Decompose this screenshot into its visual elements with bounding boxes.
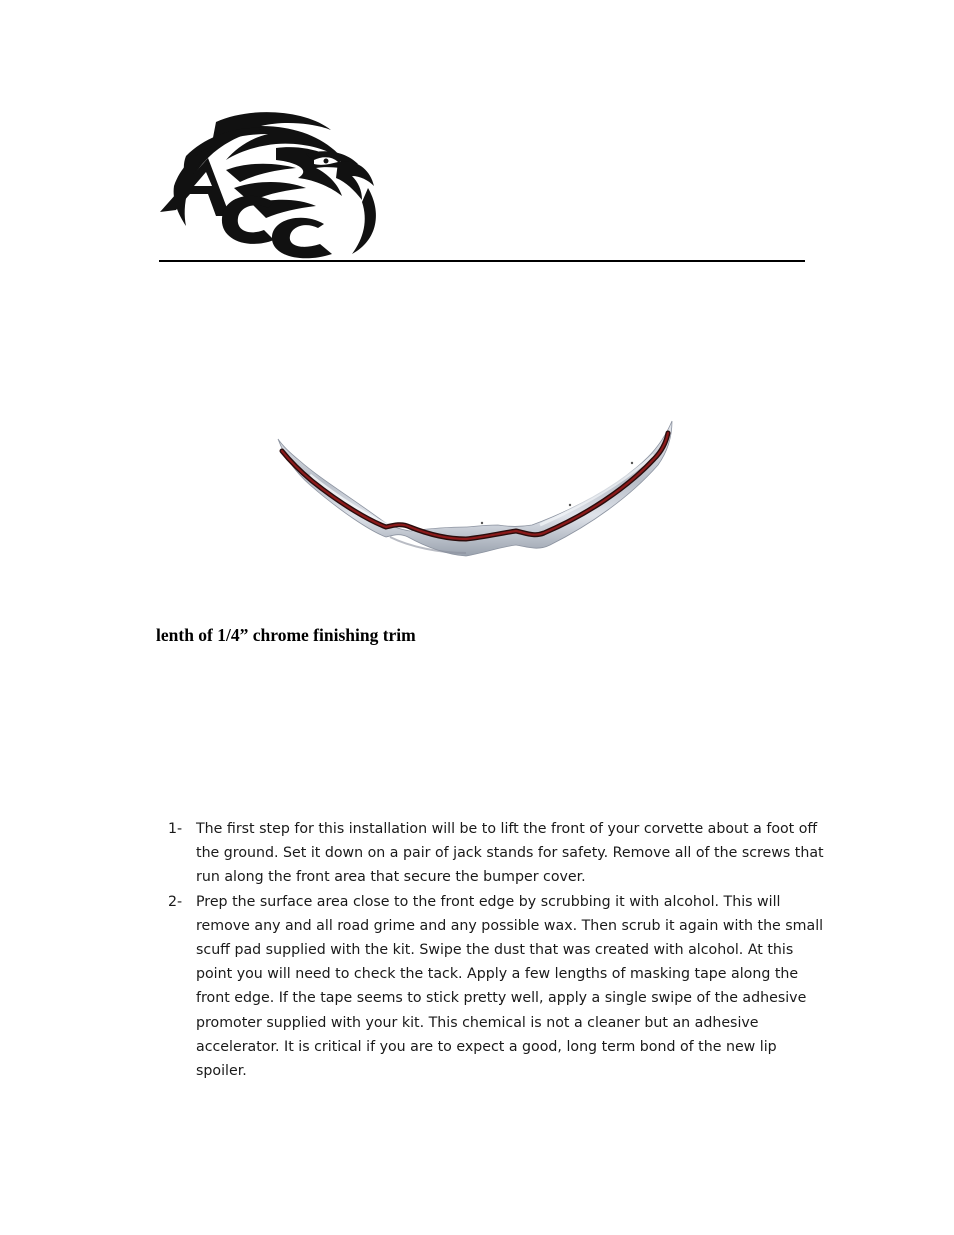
step-text: Prep the surface area close to the front edge by scrubbing it with alcohol. This will remove any and all road grime and any possible wax. Then scrub it again with the small scuff pad supplied with the kit. Swipe the dust that was created with alcohol. At this point you will need to check the tack. Apply a few lengths of masking tape along the front edge. If the tape seems to stick pretty well, apply a single swipe of the adhesive promoter supplied with your kit. This chemical is not a cleaner but an adhesive accelerator. It is critical if you are to expect a good, long term bond of the new lip spoiler.	[196, 893, 824, 1080]
trim-caption: lenth of 1/4” chrome finishing trim	[156, 625, 416, 645]
list-item	[168, 890, 828, 1084]
step-number: 1-	[168, 821, 183, 837]
eagle-acc-logo-icon	[156, 108, 382, 262]
header-rule	[159, 260, 805, 262]
step-number: 2-	[168, 893, 183, 910]
lip-spoiler-image-icon	[270, 415, 680, 565]
step-text: The first step for this installation will be to lift the front of your corvette about a foot off the ground. Set it down on a pair of jack stands for safety. Remove all of the screws that run along the front area that secure the bumper cover.	[196, 821, 824, 886]
list-item	[168, 817, 828, 890]
installation-steps	[168, 817, 828, 1083]
